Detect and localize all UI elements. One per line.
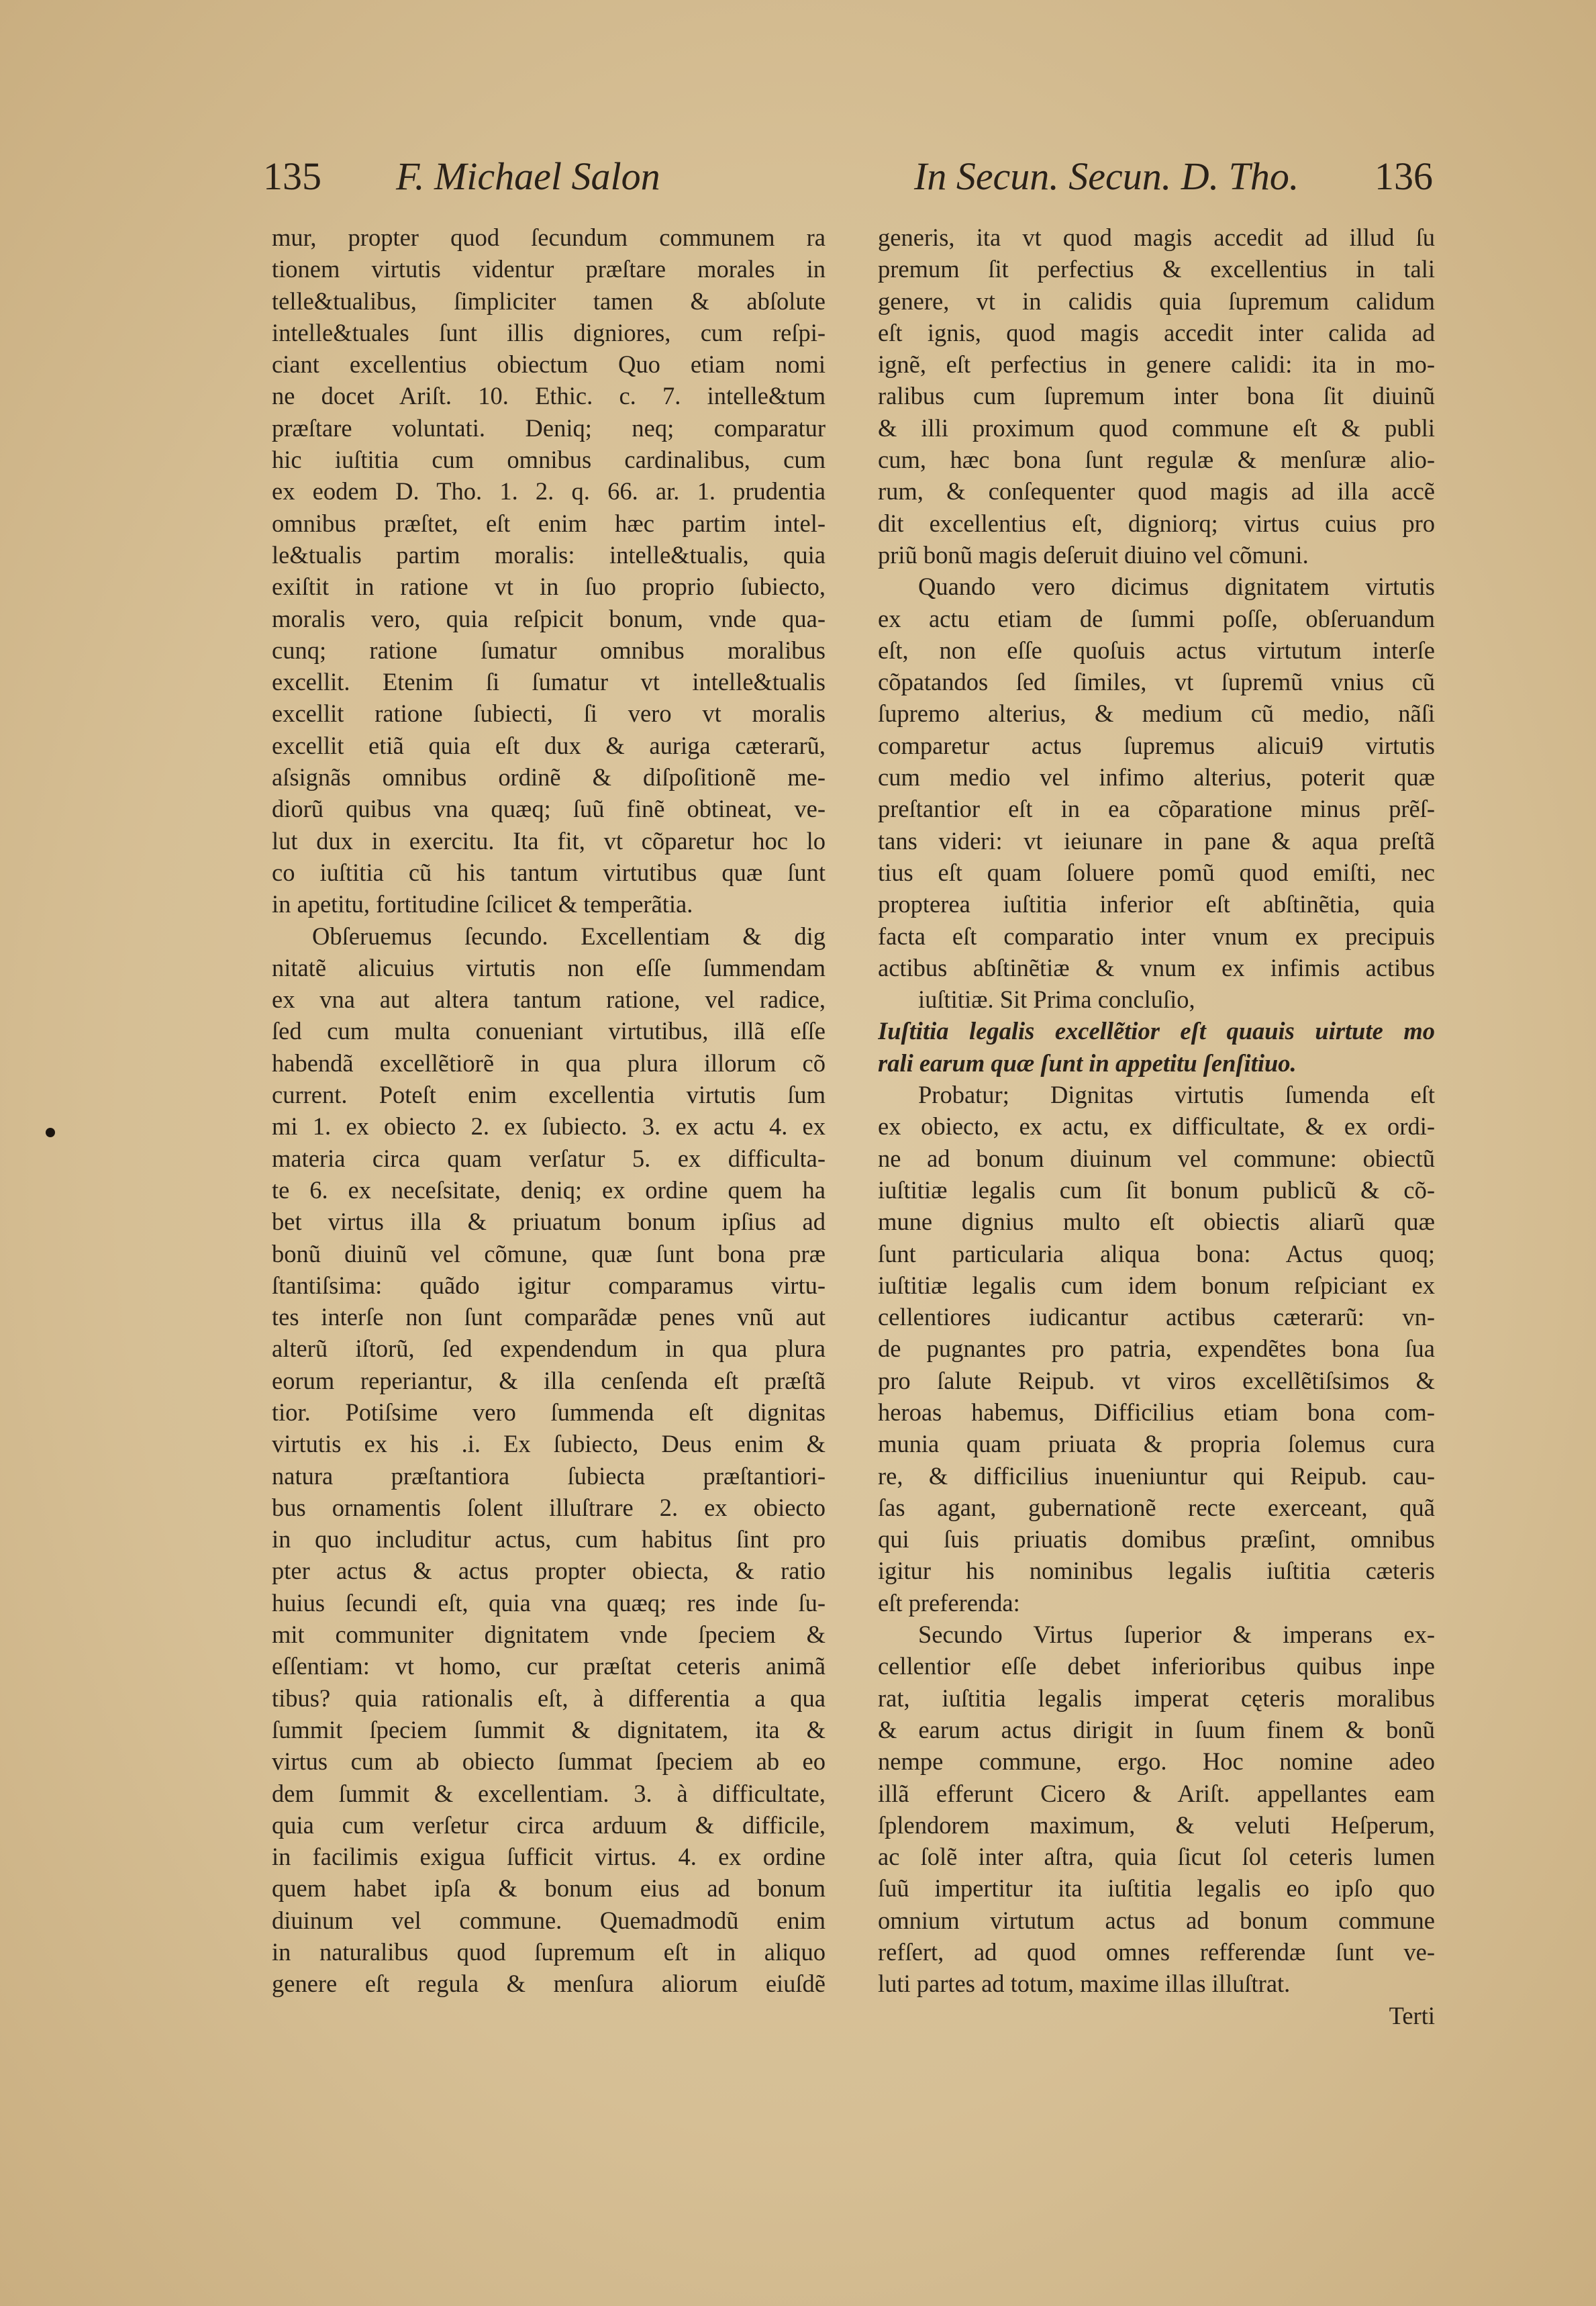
left-folio: 135	[263, 154, 321, 198]
text-line: pter actus & actus propter obiecta, & ratio	[272, 1557, 826, 1585]
text-line: munia quam priuata & propria ſolemus cura	[878, 1430, 1435, 1458]
text-line: ex actu etiam de ſummi poſſe, obſeruandum	[878, 604, 1435, 632]
text-line: ne ad bonum diuinum vel commune: obiectũ	[878, 1144, 1435, 1172]
text-line: cum medio vel infimo alterius, poterit quæ	[878, 763, 1435, 791]
text-line: ignẽ, eſt perfectius in genere calidi: ita in mo-	[878, 350, 1435, 379]
text-line: omnium virtutum actus ad bonum commune	[878, 1906, 1435, 1934]
text-line: moralis vero, quia reſpicit bonum, vnde qua-	[272, 604, 826, 632]
text-line: telle&tualibus, ſimpliciter tamen & abſolute	[272, 287, 826, 315]
text-line: genere eſt regula & menſura aliorum eiuſdẽ	[272, 1970, 826, 1998]
text-line: tibus? quia rationalis eſt, à differentia a qua	[272, 1684, 826, 1712]
text-line: igitur his nominibus legalis iuſtitia cæteris	[878, 1557, 1435, 1585]
text-line: tes interſe non ſunt comparãdæ penes vnũ aut	[272, 1303, 826, 1331]
text-line: ciant excellentius obiectum Quo etiam nomi	[272, 350, 826, 379]
text-line: ex obiecto, ex actu, ex difficultate, & ex ordi-	[878, 1112, 1435, 1141]
text-line: Obſeruemus ſecundo. Excellentiam & dig	[312, 922, 826, 950]
text-line: rum, & conſequenter quod magis ad illa accẽ	[878, 477, 1435, 506]
text-line: heroas habemus, Difficilius etiam bona com-	[878, 1398, 1435, 1426]
margin-ink-dot	[46, 1128, 55, 1137]
text-line: materia circa quam verſatur 5. ex difficulta-	[272, 1144, 826, 1172]
text-line: alterũ iſtorũ, ſed expendendum in qua plura	[272, 1335, 826, 1363]
text-line: ſas agant, gubernationẽ recte exerceant, quã	[878, 1493, 1435, 1521]
text-line: in quo includitur actus, cum habitus ſint pro	[272, 1525, 826, 1553]
text-line: aſsignãs omnibus ordinẽ & diſpoſitionẽ me-	[272, 763, 826, 791]
text-line: diuinum vel commune. Quemadmodũ enim	[272, 1906, 826, 1934]
text-line: habendã excellẽtiorẽ in qua plura illorum cõ	[272, 1049, 826, 1077]
text-line: cõpatandos ſed ſimiles, vt ſupremũ vnius cũ	[878, 668, 1435, 696]
text-line: mur, propter quod ſecundum communem ra	[272, 224, 826, 251]
text-line: Quando vero dicimus dignitatem virtutis	[918, 573, 1435, 601]
text-line: te 6. ex neceſsitate, deniq; ex ordine quem ha	[272, 1175, 826, 1204]
text-line: ne docet Ariſt. 10. Ethic. c. 7. intelle&tum	[272, 382, 826, 410]
text-line: cunq; ratione ſumatur omnibus moralibus	[272, 636, 826, 664]
text-line: comparetur actus ſupremus alicui9 virtutis	[878, 731, 1435, 759]
text-line: re, & difficilius inueniuntur qui Reipub. cau-	[878, 1461, 1435, 1490]
text-line: ex vna aut altera tantum ratione, vel radice,	[272, 986, 826, 1014]
text-line: tius eſt quam ſoluere pomũ quod emiſti, nec	[878, 858, 1435, 886]
text-line: rali earum quæ ſunt in appetitu ſenſitiuo.	[878, 1049, 1297, 1077]
text-line: cellentiores iudicantur actibus cæterarũ: vn-	[878, 1303, 1435, 1331]
text-line: preſtantior eſt in ea cõparatione minus prẽſ-	[878, 795, 1435, 823]
text-line: & illi proximum quod commune eſt & publi	[878, 414, 1435, 442]
right-folio: 136	[1375, 154, 1433, 198]
text-line: virtus cum ab obiecto ſummat ſpeciem ab eo	[272, 1747, 826, 1776]
text-line: pro ſalute Reipub. vt viros excellẽtiſsimos &	[878, 1366, 1435, 1394]
text-line: intelle&tuales ſunt illis digniores, cum reſpi-	[272, 318, 826, 346]
text-line: le&tualis partim moralis: intelle&tualis, quia	[272, 540, 826, 569]
text-line: actibus abſtinẽtiæ & vnum ex infimis actibus	[878, 953, 1435, 981]
text-line: diorũ quibus vna quæq; ſuũ finẽ obtineat, ve-	[272, 795, 826, 823]
text-line: exiſtit in ratione vt in ſuo proprio ſubiecto,	[272, 573, 826, 601]
text-line: hic iuſtitia cum omnibus cardinalibus, cum	[272, 446, 826, 474]
text-line: in facilimis exigua ſufficit virtus. 4. ex ordine	[272, 1843, 826, 1871]
text-line: ſupremo alterius, & medium cũ medio, nãſi	[878, 700, 1435, 728]
text-line: bonũ diuinũ vel cõmune, quæ ſunt bona præ	[272, 1239, 826, 1267]
text-line: mune dignius multo eſt obiectis aliarũ quæ	[878, 1208, 1435, 1236]
text-line: iuſtitiæ legalis cum idem bonum reſpiciant ex	[878, 1271, 1435, 1299]
text-line: excellit ratione ſubiecti, ſi vero vt moralis	[272, 700, 826, 728]
text-line: tior. Potiſsime vero ſummenda eſt dignitas	[272, 1398, 826, 1426]
text-line: ſplendorem maximum, & veluti Heſperum,	[878, 1811, 1435, 1839]
text-line: excellit etiã quia eſt dux & auriga cæterarũ,	[272, 731, 826, 759]
text-line: rat, iuſtitia legalis imperat cęteris moralibus	[878, 1684, 1435, 1712]
text-line: generis, ita vt quod magis accedit ad illud ſu	[878, 224, 1435, 251]
text-line: qui ſuis priuatis domibus præſint, omnibus	[878, 1525, 1435, 1553]
text-line: dem ſummit & excellentiam. 3. à difficultate,	[272, 1779, 826, 1807]
text-line: facta eſt comparatio inter vnum ex precipuis	[878, 922, 1435, 950]
text-line: Terti	[1389, 2001, 1435, 2029]
text-line: nempe commune, ergo. Hoc nomine adeo	[878, 1747, 1435, 1776]
text-line: iuſtitiæ. Sit Prima concluſio,	[918, 986, 1195, 1014]
text-line: iuſtitiæ legalis cum ſit bonum publicũ & cõ-	[878, 1175, 1435, 1204]
text-line: ſuũ impertitur ita iuſtitia legalis eo ipſo quo	[878, 1874, 1435, 1903]
text-line: natura præſtantiora ſubiecta præſtantiori-	[272, 1461, 826, 1490]
text-line: de pugnantes pro patria, expendẽtes bona ſua	[878, 1335, 1435, 1363]
text-line: Probatur; Dignitas virtutis ſumenda eſt	[918, 1081, 1435, 1109]
text-line: in naturalibus quod ſupremum eſt in aliquo	[272, 1938, 826, 1966]
text-line: eſt preferenda:	[878, 1588, 1020, 1617]
text-line: & earum actus dirigit in ſuum finem & bonũ	[878, 1715, 1435, 1743]
text-line: quem habet ipſa & bonum eius ad bonum	[272, 1874, 826, 1903]
text-line: premum ſit perfectius & excellentius in tali	[878, 255, 1435, 283]
text-line: Secundo Virtus ſuperior & imperans ex-	[918, 1621, 1435, 1649]
text-line: co iuſtitia cũ his tantum virtutibus quæ ſunt	[272, 858, 826, 886]
text-line: refſert, ad quod omnes refferendæ ſunt ve-	[878, 1938, 1435, 1966]
right-running-title: In Secun. Secun. D. Tho.	[914, 154, 1299, 198]
text-line: præſtare voluntati. Deniq; neq; comparatur	[272, 414, 826, 442]
text-line: virtutis ex his .i. Ex ſubiecto, Deus enim &	[272, 1430, 826, 1458]
left-text-column	[272, 222, 826, 2000]
text-line: ac ſolẽ inter aſtra, quia ſicut ſol ceteris lumen	[878, 1843, 1435, 1871]
text-line: nitatẽ alicuius virtutis non eſſe ſummendam	[272, 953, 826, 981]
text-line: bet virtus illa & priuatum bonum ipſius ad	[272, 1208, 826, 1236]
text-line: cellentior eſſe debet inferioribus quibus inpe	[878, 1652, 1435, 1680]
text-line: cum, hæc bona ſunt regulæ & menſuræ alio-	[878, 446, 1435, 474]
text-line: quia cum verſetur circa arduum & difficile,	[272, 1811, 826, 1839]
text-line: omnibus præſtet, eſt enim hæc partim intel-	[272, 509, 826, 537]
text-line: ſummit ſpeciem ſummit & dignitatem, ita &	[272, 1715, 826, 1743]
text-line: eſſentiam: vt homo, cur præſtat ceteris animã	[272, 1652, 826, 1680]
text-line: in apetitu, fortitudine ſcilicet & temperãtia.	[272, 890, 693, 918]
text-line: ralibus cum ſupremum inter bona ſit diuinũ	[878, 382, 1435, 410]
text-line: propterea iuſtitia inferior eſt abſtinẽtia, quia	[878, 890, 1435, 918]
text-line: current. Poteſt enim excellentia virtutis ſum	[272, 1081, 826, 1109]
text-line: huius ſecundi eſt, quia vna quæq; res inde ſu-	[272, 1588, 826, 1617]
text-line: ſtantiſsima: quãdo igitur comparamus virtu-	[272, 1271, 826, 1299]
text-line: excellit. Etenim ſi ſumatur vt intelle&tualis	[272, 668, 826, 696]
text-line: ex eodem D. Tho. 1. 2. q. 66. ar. 1. prudentia	[272, 477, 826, 506]
right-text-column	[878, 222, 1435, 2031]
text-line: priũ bonũ magis deſeruit diuino vel cõmuni.	[878, 540, 1309, 569]
text-line: mit communiter dignitatem vnde ſpeciem &	[272, 1621, 826, 1649]
text-line: Iuſtitia legalis excellẽtior eſt quauis uirtute mo	[878, 1017, 1435, 1045]
text-line: bus ornamentis ſolent illuſtrare 2. ex obiecto	[272, 1493, 826, 1521]
text-line: genere, vt in calidis quia ſupremum calidum	[878, 287, 1435, 315]
text-line: eſt, non eſſe quoſuis actus virtutum interſe	[878, 636, 1435, 664]
text-line: mi 1. ex obiecto 2. ex ſubiecto. 3. ex actu 4. ex	[272, 1112, 826, 1141]
text-line: lut dux in exercitu. Ita fit, vt cõparetur hoc lo	[272, 826, 826, 855]
left-running-title: F. Michael Salon	[396, 154, 660, 198]
text-line: illã efferunt Cicero & Ariſt. appellantes eam	[878, 1779, 1435, 1807]
text-line: eorum reperiantur, & illa cenſenda eſt præſtã	[272, 1366, 826, 1394]
text-line: ſed cum multa conueniant virtutibus, illã eſſe	[272, 1017, 826, 1045]
text-line: tans videri: vt ieiunare in pane & aqua preſtã	[878, 826, 1435, 855]
text-line: tionem virtutis videntur præſtare morales in	[272, 255, 826, 283]
text-line: ſunt particularia aliqua bona: Actus quoq;	[878, 1239, 1435, 1267]
text-line: dit excellentius eſt, digniorq; virtus cuius pro	[878, 509, 1435, 537]
text-line: luti partes ad totum, maxime illas illuſtrat.	[878, 1970, 1291, 1998]
text-line: eſt ignis, quod magis accedit inter calida ad	[878, 318, 1435, 346]
